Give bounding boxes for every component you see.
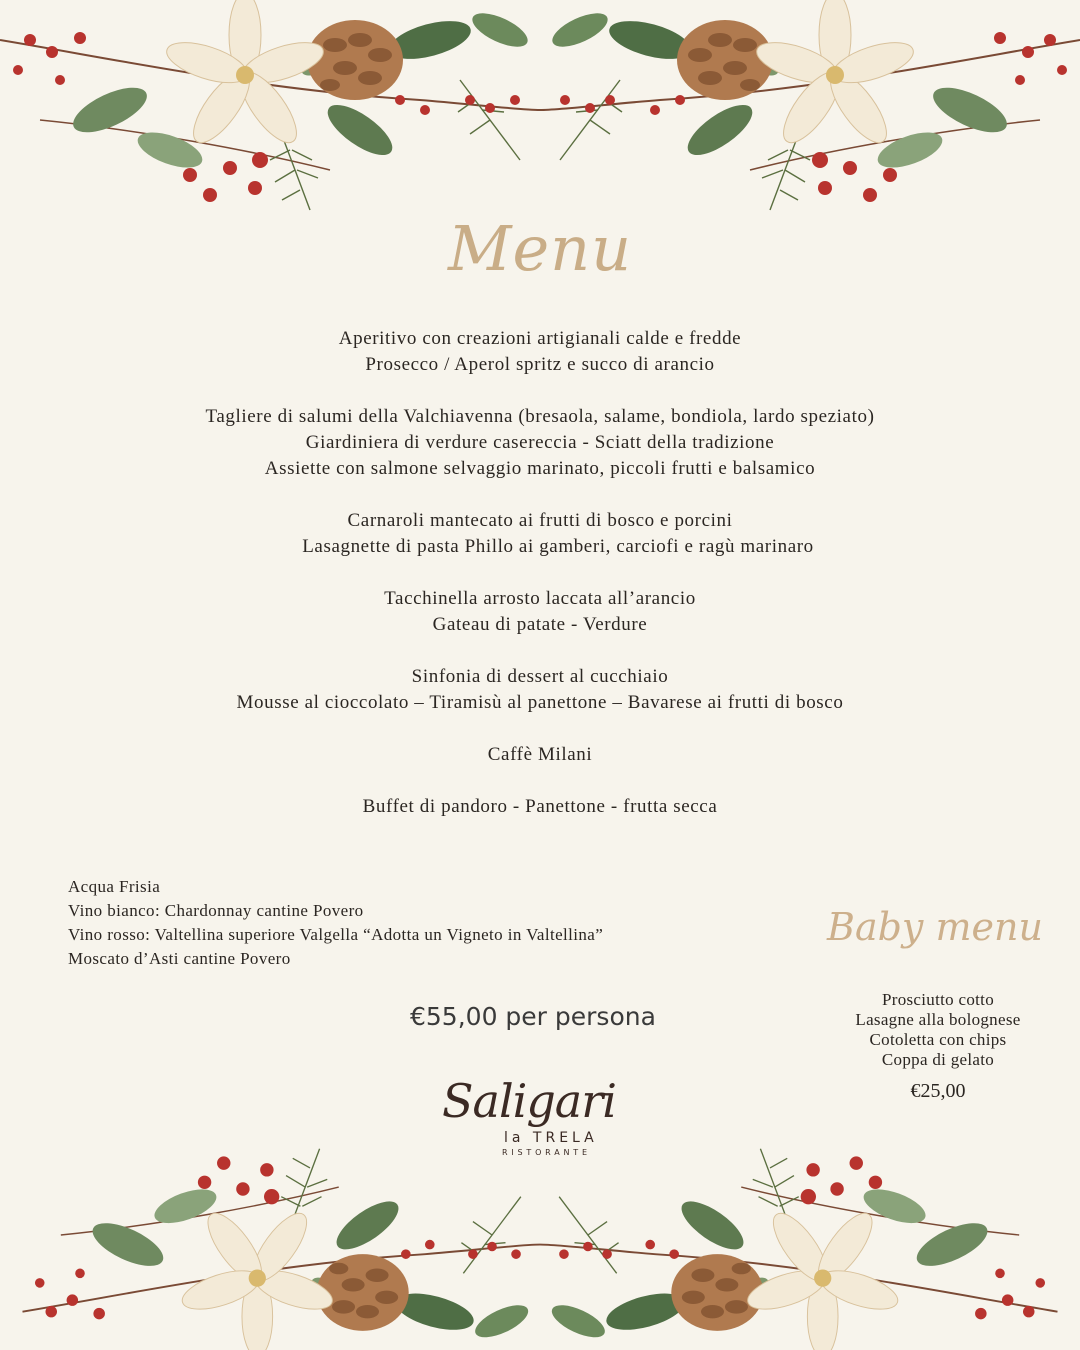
course-dessert bbox=[0, 664, 1080, 716]
course-line: Sinfonia di dessert al cucchiaio bbox=[411, 666, 669, 687]
baby-menu-item: Cotoletta con chips bbox=[869, 1030, 1007, 1049]
baby-menu-title: Baby menu bbox=[827, 905, 1043, 949]
drink-item: Vino bianco: Chardonnay cantine Povero bbox=[68, 901, 364, 920]
baby-menu-item: Lasagne alla bolognese bbox=[855, 1010, 1021, 1029]
logo-script: Saligari bbox=[442, 1074, 616, 1128]
course-primi bbox=[0, 508, 1080, 560]
course-line: Prosecco / Aperol spritz e succo di arancio bbox=[365, 354, 715, 375]
baby-menu-item: Prosciutto cotto bbox=[882, 990, 994, 1009]
course-line: Lasagnette di pasta Phillo ai gamberi, carciofi e ragù marinaro bbox=[302, 536, 814, 557]
top-floral-garland bbox=[0, 0, 1080, 240]
logo-line2: RISTORANTE bbox=[502, 1148, 591, 1157]
course-line: Aperitivo con creazioni artigianali calde e fredde bbox=[338, 328, 742, 349]
drink-item: Acqua Frisia bbox=[68, 877, 161, 896]
drink-item: Vino rosso: Valtellina superiore Valgella “Adotta un Vigneto in Valtellina” bbox=[68, 925, 604, 944]
drink-item: Moscato d’Asti cantine Povero bbox=[68, 949, 291, 968]
baby-menu-list bbox=[820, 990, 1056, 1070]
course-line: Giardiniera di verdure casereccia - Sciatt della tradizione bbox=[305, 432, 775, 453]
course-buffet bbox=[0, 794, 1080, 820]
course-line: Gateau di patate - Verdure bbox=[432, 614, 648, 635]
course-line: Carnaroli mantecato ai frutti di bosco e porcini bbox=[347, 510, 733, 531]
restaurant-logo bbox=[440, 1074, 630, 1164]
menu-title: Menu bbox=[447, 212, 633, 285]
logo-line1: la TRELA bbox=[504, 1130, 598, 1146]
course-line: Buffet di pandoro - Panettone - frutta secca bbox=[362, 796, 718, 817]
drinks-list bbox=[68, 875, 603, 971]
course-caffe bbox=[0, 742, 1080, 768]
course-aperitivo bbox=[0, 326, 1080, 378]
baby-menu-item: Coppa di gelato bbox=[881, 1050, 995, 1069]
course-line: Tacchinella arrosto laccata all’arancio bbox=[384, 588, 696, 609]
course-line: Tagliere di salumi della Valchiavenna (bresaola, salame, bondiola, lardo speziato) bbox=[205, 406, 875, 427]
courses-list bbox=[0, 326, 1080, 846]
course-line: Assiette con salmone selvaggio marinato, piccoli frutti e balsamico bbox=[264, 458, 816, 479]
baby-menu-price: €25,00 bbox=[910, 1080, 966, 1102]
course-line: Caffè Milani bbox=[487, 744, 593, 765]
course-antipasti bbox=[0, 404, 1080, 482]
course-secondi bbox=[0, 586, 1080, 638]
course-line: Mousse al cioccolato – Tiramisù al panettone – Bavarese ai frutti di bosco bbox=[236, 692, 844, 713]
menu-price: €55,00 per persona bbox=[410, 1002, 656, 1031]
